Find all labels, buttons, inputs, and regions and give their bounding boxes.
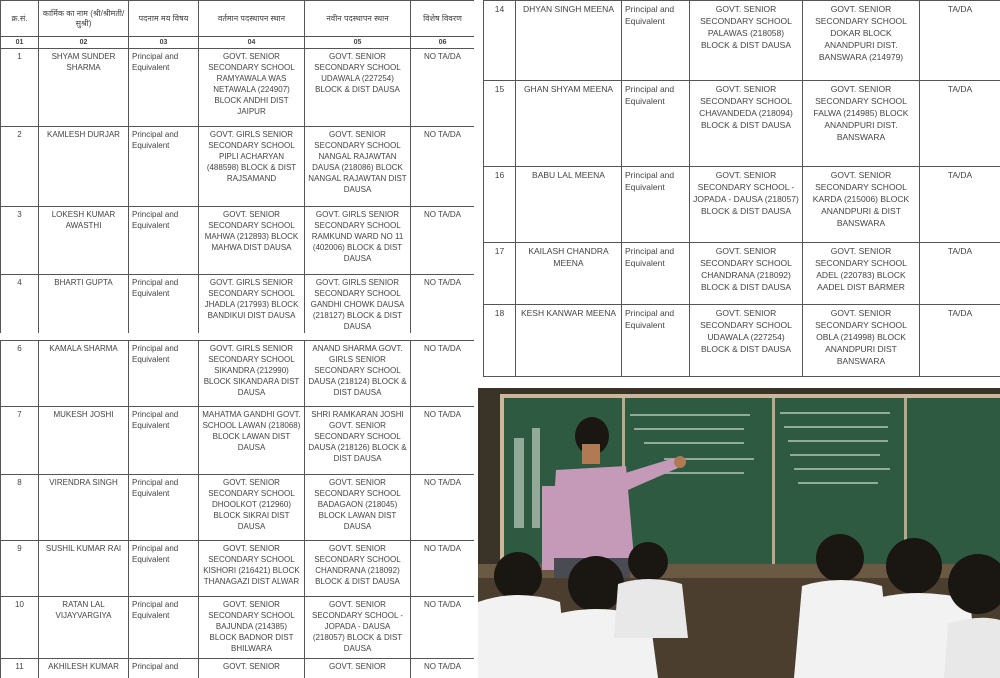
- cell-post: Principal and Equivalent: [129, 341, 199, 407]
- table-row: [1, 597, 475, 659]
- cell-remark: TA/DA: [920, 81, 1000, 167]
- cell-new: GOVT. SENIOR SECONDARY SCHOOL NANGAL RAJAWTAN DAUSA (218086) BLOCK NANGAL RAJAWTAN DIST DAUSA: [305, 127, 411, 207]
- header-name: कार्मिक का नाम (श्री/श्रीमती/सुश्री): [39, 1, 129, 37]
- table-row: [484, 167, 1000, 243]
- cell-current: GOVT. SENIOR SECONDARY SCHOOL CHANDRANA (218092) BLOCK & DIST DAUSA: [690, 243, 803, 305]
- cell-post: Principal and: [129, 659, 199, 678]
- cell-post: Principal and Equivalent: [129, 275, 199, 334]
- cell-sno: 6: [1, 341, 39, 407]
- cell-new: GOVT. GIRLS SENIOR SECONDARY SCHOOL GANDHI CHOWK DAUSA (218127) BLOCK & DIST DAUSA: [305, 275, 411, 334]
- cell-post: Principal and Equivalent: [129, 407, 199, 475]
- cell-remark: TA/DA: [920, 243, 1000, 305]
- col-number: 05: [305, 37, 411, 49]
- cell-current: GOVT. GIRLS SENIOR SECONDARY SCHOOL PIPLI ACHARYAN (488598) BLOCK & DIST RAJSAMAND: [199, 127, 305, 207]
- header-current-posting: वर्तमान पदस्थापन स्थान: [199, 1, 305, 37]
- cell-post: Principal and Equivalent: [129, 475, 199, 541]
- cell-post: Principal and Equivalent: [622, 305, 690, 377]
- header-post: पदनाम मय विषय: [129, 1, 199, 37]
- cell-name: KESH KANWAR MEENA: [516, 305, 622, 377]
- cell-name: BABU LAL MEENA: [516, 167, 622, 243]
- cell-name: MUKESH JOSHI: [39, 407, 129, 475]
- cell-new: GOVT. SENIOR SECONDARY SCHOOL - JOPADA - DAUSA (218057) BLOCK & DIST DAUSA: [305, 597, 411, 659]
- cell-name: KAMLESH DURJAR: [39, 127, 129, 207]
- cell-sno: 3: [1, 207, 39, 275]
- cell-remark: NO TA/DA: [411, 659, 475, 678]
- cell-sno: 2: [1, 127, 39, 207]
- cell-current: GOVT. SENIOR SECONDARY SCHOOL CHAVANDEDA (218094) BLOCK & DIST DAUSA: [690, 81, 803, 167]
- cell-new: GOVT. SENIOR SECONDARY SCHOOL FALWA (214985) BLOCK ANANDPURI DIST. BANSWARA: [803, 81, 920, 167]
- cell-post: Principal and Equivalent: [622, 81, 690, 167]
- classroom-figures: [478, 388, 1000, 678]
- cell-remark: NO TA/DA: [411, 341, 475, 407]
- table-row: [1, 49, 475, 127]
- cell-remark: TA/DA: [920, 167, 1000, 243]
- cell-name: GHAN SHYAM MEENA: [516, 81, 622, 167]
- cell-remark: TA/DA: [920, 305, 1000, 377]
- cell-remark: NO TA/DA: [411, 127, 475, 207]
- table-c: [0, 340, 474, 678]
- cell-sno: 18: [484, 305, 516, 377]
- cell-post: Principal and Equivalent: [129, 49, 199, 127]
- table-row: [484, 1, 1000, 81]
- cell-current: GOVT. SENIOR SECONDARY SCHOOL KISHORI (216421) BLOCK THANAGAZI DIST ALWAR: [199, 541, 305, 597]
- cell-name: KAILASH CHANDRA MEENA: [516, 243, 622, 305]
- cell-new: GOVT. SENIOR SECONDARY SCHOOL UDAWALA (227254) BLOCK & DIST DAUSA: [305, 49, 411, 127]
- cell-new: GOVT. SENIOR SECONDARY SCHOOL DOKAR BLOCK ANANDPURI DIST. BANSWARA (214979): [803, 1, 920, 81]
- table-row: [1, 475, 475, 541]
- table-a: [0, 0, 474, 333]
- cell-name: SUSHIL KUMAR RAI: [39, 541, 129, 597]
- cell-sno: 16: [484, 167, 516, 243]
- col-number: 04: [199, 37, 305, 49]
- cell-sno: 7: [1, 407, 39, 475]
- cell-current: GOVT. SENIOR SECONDARY SCHOOL BAJUNDA (214385) BLOCK BADNOR DIST BHILWARA: [199, 597, 305, 659]
- cell-new: GOVT. SENIOR: [305, 659, 411, 678]
- table-row: [484, 243, 1000, 305]
- header-sno: क्र.सं.: [1, 1, 39, 37]
- cell-sno: 14: [484, 1, 516, 81]
- cell-name: RATAN LAL VIJAYVARGIYA: [39, 597, 129, 659]
- table-row: [484, 81, 1000, 167]
- cell-current: GOVT. SENIOR SECONDARY SCHOOL PALAWAS (218058) BLOCK & DIST DAUSA: [690, 1, 803, 81]
- cell-remark: NO TA/DA: [411, 207, 475, 275]
- cell-current: GOVT. SENIOR SECONDARY SCHOOL DHOOLKOT (212960) BLOCK SIKRAI DIST DAUSA: [199, 475, 305, 541]
- cell-name: AKHILESH KUMAR: [39, 659, 129, 678]
- cell-sno: 15: [484, 81, 516, 167]
- cell-current: MAHATMA GANDHI GOVT. SCHOOL LAWAN (218068) BLOCK LAWAN DIST DAUSA: [199, 407, 305, 475]
- cell-remark: NO TA/DA: [411, 475, 475, 541]
- cell-new: SHRI RAMKARAN JOSHI GOVT. SENIOR SECONDARY SCHOOL DAUSA (218126) BLOCK & DIST DAUSA: [305, 407, 411, 475]
- cell-new: ANAND SHARMA GOVT. GIRLS SENIOR SECONDARY SCHOOL DAUSA (218124) BLOCK & DIST DAUSA: [305, 341, 411, 407]
- cell-post: Principal and Equivalent: [622, 243, 690, 305]
- table-row: [1, 659, 475, 678]
- cell-name: VIRENDRA SINGH: [39, 475, 129, 541]
- cell-new: GOVT. SENIOR SECONDARY SCHOOL ADEL (220783) BLOCK AADEL DIST BARMER: [803, 243, 920, 305]
- header-remark: विशेष विवरण: [411, 1, 475, 37]
- cell-current: GOVT. SENIOR SECONDARY SCHOOL RAMYAWALA WAS NETAWALA (224907) BLOCK ANDHI DIST JAIPUR: [199, 49, 305, 127]
- cell-sno: 4: [1, 275, 39, 334]
- cell-sno: 10: [1, 597, 39, 659]
- cell-current: GOVT. GIRLS SENIOR SECONDARY SCHOOL JHADLA (217993) BLOCK BANDIKUI DIST DAUSA: [199, 275, 305, 334]
- table-b: [483, 0, 1000, 377]
- cell-new: GOVT. SENIOR SECONDARY SCHOOL OBLA (214998) BLOCK ANANDPURI DIST BANSWARA: [803, 305, 920, 377]
- cell-name: BHARTI GUPTA: [39, 275, 129, 334]
- cell-sno: 11: [1, 659, 39, 678]
- cell-current: GOVT. SENIOR SECONDARY SCHOOL UDAWALA (227254) BLOCK & DIST DAUSA: [690, 305, 803, 377]
- cell-name: KAMALA SHARMA: [39, 341, 129, 407]
- cell-name: DHYAN SINGH MEENA: [516, 1, 622, 81]
- cell-new: GOVT. SENIOR SECONDARY SCHOOL BADAGAON (218045) BLOCK LAWAN DIST DAUSA: [305, 475, 411, 541]
- cell-sno: 9: [1, 541, 39, 597]
- col-number: 01: [1, 37, 39, 49]
- cell-post: Principal and Equivalent: [129, 127, 199, 207]
- cell-name: LOKESH KUMAR AWASTHI: [39, 207, 129, 275]
- cell-post: Principal and Equivalent: [129, 597, 199, 659]
- table-row: [1, 275, 475, 334]
- cell-name: SHYAM SUNDER SHARMA: [39, 49, 129, 127]
- cell-sno: 17: [484, 243, 516, 305]
- cell-remark: NO TA/DA: [411, 541, 475, 597]
- col-number: 02: [39, 37, 129, 49]
- transfer-table-top-right: [483, 0, 1000, 390]
- cell-current: GOVT. SENIOR SECONDARY SCHOOL MAHWA (212893) BLOCK MAHWA DIST DAUSA: [199, 207, 305, 275]
- cell-post: Principal and Equivalent: [129, 541, 199, 597]
- table-row: [1, 127, 475, 207]
- cell-post: Principal and Equivalent: [129, 207, 199, 275]
- cell-current: GOVT. SENIOR SECONDARY SCHOOL - JOPADA - DAUSA (218057) BLOCK & DIST DAUSA: [690, 167, 803, 243]
- table-row: [1, 541, 475, 597]
- cell-remark: TA/DA: [920, 1, 1000, 81]
- table-row: [1, 207, 475, 275]
- cell-current: GOVT. GIRLS SENIOR SECONDARY SCHOOL SIKANDRA (212990) BLOCK SIKANDARA DIST DAUSA: [199, 341, 305, 407]
- cell-sno: 8: [1, 475, 39, 541]
- table-row: [484, 305, 1000, 377]
- cell-remark: NO TA/DA: [411, 275, 475, 334]
- cell-new: GOVT. SENIOR SECONDARY SCHOOL CHANDRANA (218092) BLOCK & DIST DAUSA: [305, 541, 411, 597]
- table-row: [1, 341, 475, 407]
- header-new-posting: नवीन पदस्थापन स्थान: [305, 1, 411, 37]
- table-row: [1, 407, 475, 475]
- cell-new: GOVT. SENIOR SECONDARY SCHOOL KARDA (215006) BLOCK ANANDPURI & DIST BANSWARA: [803, 167, 920, 243]
- cell-post: Principal and Equivalent: [622, 1, 690, 81]
- classroom-photo: [478, 388, 1000, 678]
- col-number: 06: [411, 37, 475, 49]
- cell-new: GOVT. GIRLS SENIOR SECONDARY SCHOOL RAMKUND WARD NO 11 (402006) BLOCK & DIST DAUSA: [305, 207, 411, 275]
- cell-sno: 1: [1, 49, 39, 127]
- cell-post: Principal and Equivalent: [622, 167, 690, 243]
- cell-current: GOVT. SENIOR: [199, 659, 305, 678]
- transfer-table-top-left: [0, 0, 474, 333]
- col-number: 03: [129, 37, 199, 49]
- cell-remark: NO TA/DA: [411, 597, 475, 659]
- transfer-table-bottom-left: [0, 340, 474, 678]
- cell-remark: NO TA/DA: [411, 407, 475, 475]
- cell-remark: NO TA/DA: [411, 49, 475, 127]
